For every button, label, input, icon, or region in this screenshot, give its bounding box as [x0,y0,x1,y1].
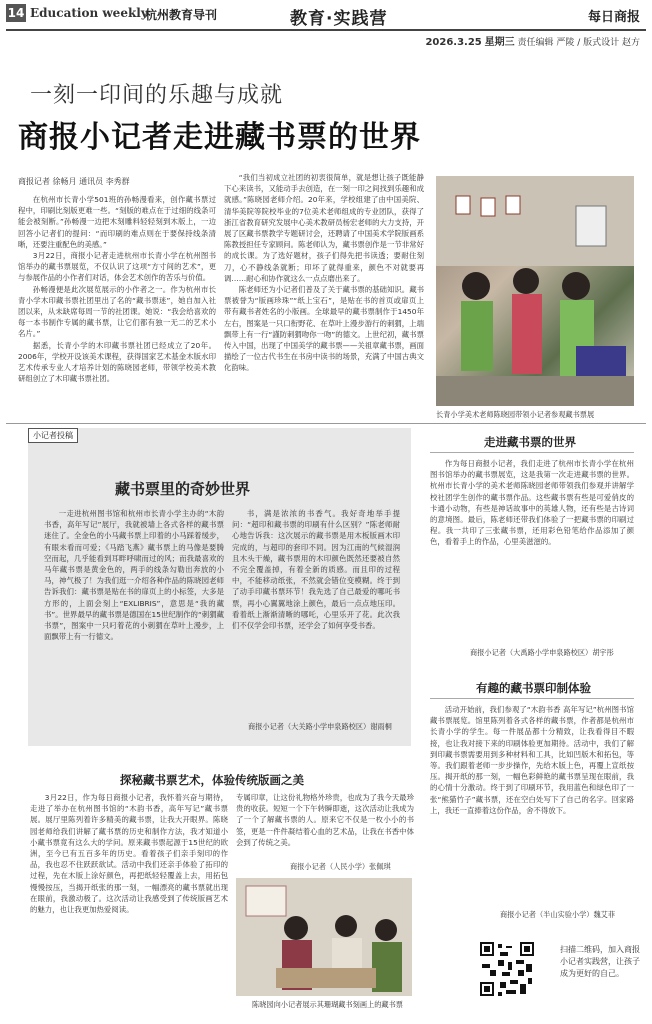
photo-caption: 长青小学美术老师陈晓园带领小记者参观藏书票展 [436,410,595,419]
section-title: 教育·实践营 [290,9,388,29]
page-header [0,0,652,30]
paragraph: 陈老师还为小记者们普及了关于藏书票的基础知识。藏书票被誉为“版画珍珠”“纸上宝石”，是贴在书的首页或扉页上带有藏书者姓名的小版画。全球最早的藏书票制作于1450年左右，图案是一只口衔野花、在草叶上漫步游行的刺猬，上端飘带上有一行“謹防刺猬吻你一吻”的德文。上世纪初，藏书票传入中国，出现了中国美学的藏书票——关祖章藏书票，画面描绘了一位古代书生在书房中读书的场景，充满了中国古典文化韵味。 [224,285,424,373]
qr-description: 扫描二维码，加入商报小记者实践营，让孩子成为更好的自己。 [560,945,640,978]
header-rule [6,29,646,31]
edition-cn: 杭州教育导刊 [145,8,218,22]
paragraph: 孙畅漫便是此次展览展示的小作者之一。作为杭州市长青小学木印藏书票社团里出了名的“藏书票迷”，她自加入社团以来，从未缺席每周一节的社团课。她说：“我会给喜欢的每一本书制作专属的藏书票，让它们都有独一无二的艺术小名片。” [18,284,216,339]
bottom-column-1: 3月22日，作为每日商报小记者，我怀着兴奋与期待，走进了举办在杭州图书馆的“木韵书香，高年写记”藏书票展。展厅里陈列着许多精美的藏书票，让我大开眼界。陈晓园老师给我们讲解了藏书票的历史和制作方法，我才知道小小藏书票竟有这么大的学问。原来藏书票起源于15世纪的欧洲，至今已有五百多年的历史。看着孩子们亲手刻印的作品，我也忍不住跃跃欲试。活动中我们还亲手体验了拓印的过程，先在木版上涂好颜色，再把纸轻轻覆盖上去，用拓包慢慢按压，当揭开纸张的那一刻，一幅漂亮的藏书票就出现在眼前，我激动极了。这次活动让我感受到了传统版画艺术的魅力，也让我更加热爱阅读。 [30,793,228,915]
right-article-2-text: 活动开始前，我们参观了“木韵书香 高年写记”杭州图书馆藏书票展览。馆里陈列着各式各样的藏书票，作者都是杭州市长青小学的学生。每一件展品都十分精致，让我看得目不暇接，也让我对接下来的印刷体验更加期待。活动中，我们了解到印藏书票需要用到多种材料和工具，比如凹版木和拓包，等等。我们跟着老师一步步操作，先给木版上色，再覆上宣纸按压。揭开纸的那一刻，一幅色彩鲜艳的藏书票呈现在眼前，我的心情十分激动。终于到了印刷环节，我用蓝色和绿色印了一张“熊猫竹子”藏书票，还在空白处写下了自己的名字。回家路上，我还一直捧着这份作品，舍不得放下。 [430,705,634,815]
bottom-article-title: 探秘藏书票艺术，体验传统版画之美 [120,773,304,787]
box-title: 藏书票里的奇妙世界 [115,480,251,498]
date: 2026.3.25 [425,37,482,48]
article-subtitle: 一刻一印间的乐趣与成就 [30,83,284,108]
dateline [425,33,640,48]
edition-en: Education weekly [30,6,148,20]
editors: 责任编辑 严陵 / 版式设计 赵方 [517,38,640,48]
workshop-caption: 陈晓园向小记者展示其珊瑚藏书刻画上的藏书票 [252,1000,403,1009]
article-column-1 [18,194,216,419]
right-article-2-title: 有趣的藏书票印制体验 [476,681,591,695]
photo-illustration [436,176,634,406]
weekday: 星期三 [484,37,515,48]
bottom-column-2: 专属印章，让这份礼物格外珍贵，也成为了我今天最珍贵的收获。短短一个下午转瞬即逝，这次活动让我成为了一个了解藏书票的人。原来它不仅是一枚小小的书签，更是一件件凝结着心血的艺术品，让我在书香中体会到了传统之美。 [236,793,414,847]
right-article-1-title: 走进藏书票的世界 [484,435,576,449]
right-article-2-signature: 商报小记者（半山实验小学）魏艾菲 [500,910,616,919]
paragraph: 3月22日，商报小记者走进杭州市长青小学在杭州图书馆举办的藏书票展览，不仅认识了这项“方寸间的艺术”，更与参展作品的小作者们对话，体会艺术创作的苦乐与价值。 [18,251,216,283]
right-article-1-signature: 商报小记者（大禹路小学申泉路校区）胡宇彤 [470,648,614,657]
paragraph: “我们当初成立社团的初衷很简单，就是想让孩子既能静下心来读书，又能动手去创造，在一刻一印之间找到乐趣和成就感。”陈晓园老师介绍。20年来，学校组建了由中国美院、清华美院等院校毕业的7位美术老师组成的专业团队，获得了浙江省教育研究发展中心美术教研员杨宏老师的大力支持，开展了区藏书票教学专题研讨会，还聘请了中国美术学院版画系陈教授担任专家顾问。陈老师认为，藏书票创作是一节非常好的成长课。为了选好题材，孩子们得先把书读透；要耐住刻刀，心不静线条就断；印坏了就得重来，颜色不对就要再调……耐心和协作就这么一点点磨出来了。 [224,173,424,283]
bottom-signature: 商报小记者（人民小学）张佩琪 [290,862,391,871]
article-byline: 商报记者 徐畅月 通讯员 李秀群 [18,177,130,186]
contribution-tag: 小记者投稿 [28,428,78,443]
right-rule [430,452,634,453]
article-title: 商报小记者走进藏书票的世界 [18,120,421,155]
box-signature: 商报小记者（大关路小学申泉路校区）谢雨桐 [248,722,392,731]
qr-code-icon[interactable] [478,940,536,998]
paper-name: 每日商报 [587,10,640,25]
paragraph: 在杭州市长青小学501班的孙畅漫看来，创作藏书票过程中，印刷比刻版更难一些。“刻版的难点在于过细的线条可能会被刻断。”孙畅漫一边把木刻雕料轻轻刻到木版上，一边回答小记者们的提问：“而印刷的难点则在于要保持线条清晰，还要注重配色的美感。” [18,195,216,249]
paragraph: 据悉，长青小学的木印藏书票社团已经成立了20年。2006年，学校开设该美术课程，获得国家艺术基金木版水印艺术传承专业人才培养计划的陈晓园老师，带领学校美术教研组创立了木印藏书票社团。 [18,340,216,384]
box-column-2: 书，满是浓浓的书香气。我好奇地举手提问：“超印和藏书票的印刷有什么区别？”陈老师耐心地告诉我：这次展示的藏书票是用木板版画木印完成的，与超印的套印不同。因为江南的气候湿润且木头干燥，藏书票用的木印颜色既然还要被自然不完全覆盖掉，有着全新的质感。而且印的过程中，不能移动纸张，不然就会错位变模糊。终于到了动手印藏书票环节！我先选了自己最爱的哪吒书票，再小心翼翼地涂上颜色，最后一点点地压印。看着纸上渐渐清晰的哪吒，心里乐开了花。此次我们不仅学会印书票，还学会了如何享受书香。 [232,509,400,631]
exhibition-photo [436,176,634,406]
box-column-1: 一走进杭州图书馆和杭州市长青小学主办的“木韵书香，高年写记”展厅，我就被墙上各式各样的藏书票迷住了。全金色的小马藏书票上印着的小马踩着缓步，有眼未看而可爱；《马踏飞燕》藏书票上的马像是要腾空而起，几乎能看到耳畔呼啸而过的风；而我最喜欢的马年藏书票是黄金色的，两手的线条勾勒出奔放的小马，神气极了！为我们逛一介绍各种作品的陈晓园老师告诉我们：藏书票是贴在书的扉页上的小标签，大多是方形的，上面会刻上“EXLIBRIS”，意思是“我的藏书”。世界最早的藏书票是德国在15世纪制作的“刺猬藏书票”，图案中一只叼着花的小刺猬在草叶上漫步，上面飘带上有一行德文。 [44,509,224,642]
page-number: 14 [7,6,25,20]
section-divider [6,423,646,424]
right-rule-2 [430,698,634,699]
article-column-2 [224,172,424,420]
right-article-1-text: 作为每日商报小记者，我们走进了杭州市长青小学在杭州图书馆举办的藏书票展览，这是我第一次走进藏书票的世界。杭州市长青小学的美术老师陈晓园老师带领我们参观并讲解学校社团学生创作的藏书票作品。这些藏书票有些是可爱俏皮的卡通小动物，有些是神话故事中的英雄人物，还有些是古诗词的意境图。最后，陈老师还带我们体验了一把藏书票的印刷过程。我一共印了三张藏书票，还用彩色铅笔给作品添加了颜色，看着手上的作品，心里美滋滋的。 [430,459,634,547]
workshop-illustration [236,878,412,996]
workshop-photo [236,878,412,996]
